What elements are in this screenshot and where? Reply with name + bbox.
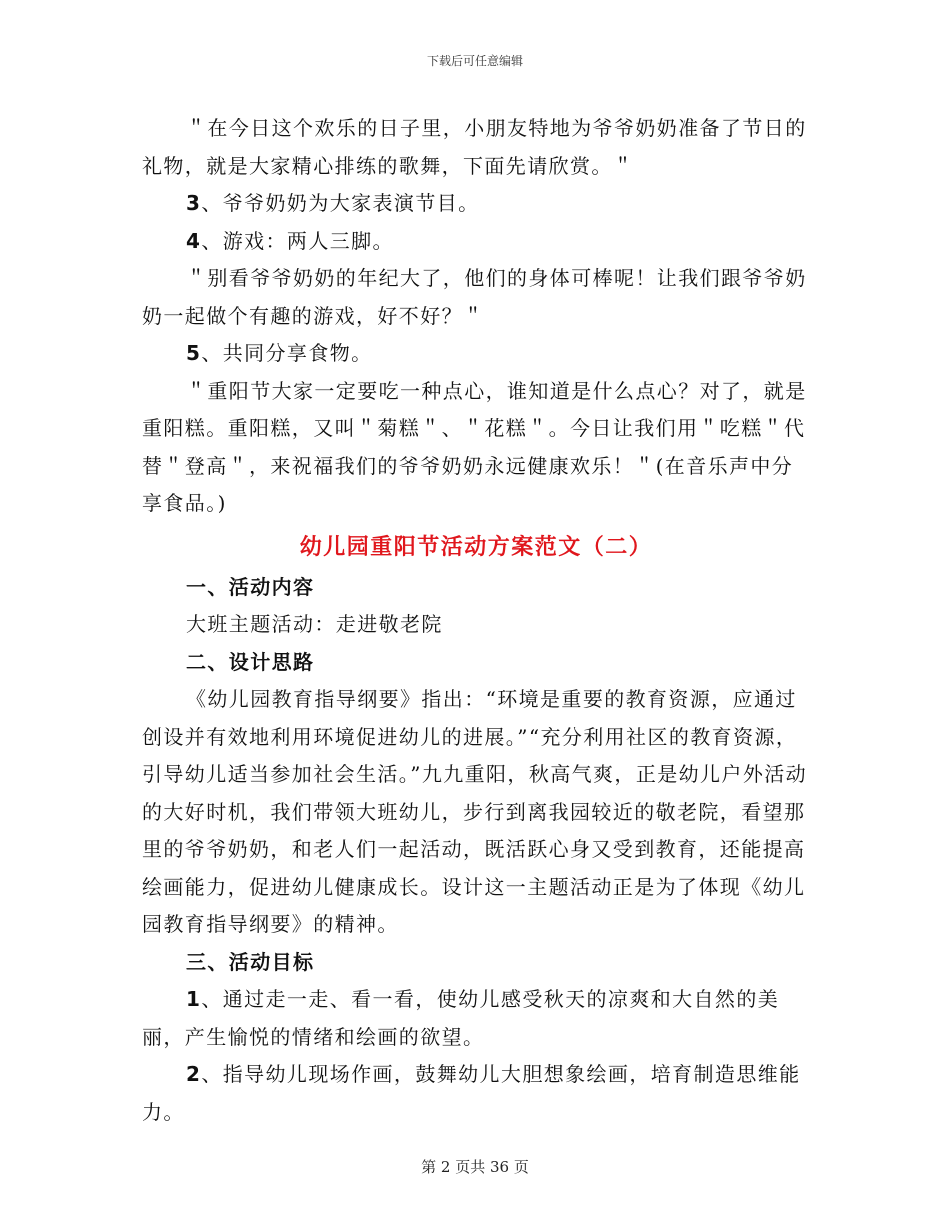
goal-item-1 (142, 981, 810, 1056)
list-number: 3 (186, 191, 202, 215)
document-body (142, 110, 810, 1131)
goal-item-2 (142, 1056, 810, 1131)
list-number: 1 (186, 987, 202, 1011)
section-heading-goals: 三、活动目标 (186, 949, 315, 974)
section-heading-design: 二、设计思路 (186, 649, 315, 674)
list-text: 、共同分享食物。 (201, 341, 373, 365)
list-item-3 (142, 185, 810, 223)
page-footer: 第 2 页共 36 页 (421, 1158, 529, 1176)
activity-content-text: 大班主题活动：走进敬老院 (186, 612, 443, 636)
list-item-5 (142, 335, 810, 373)
quote-paragraph-gift: ＂在今日这个欢乐的日子里，小朋友特地为爷爷奶奶准备了节日的礼物，就是大家精心排练的歌舞，下面先请欣赏。＂ (142, 116, 807, 178)
design-paragraph: 《幼儿园教育指导纲要》指出：“环境是重要的教育资源，应通过创设并有效地利用环境促进幼儿的进展。”“充分利用社区的教育资源，引导幼儿适当参加社会生活。”九九重阳，秋高气爽，正是幼儿户外活动的大好时机，我们带领大班幼儿，步行到离我园较近的敬老院，看望那里的爷爷奶奶，和老人们一起活动，既活跃心身又受到教育，还能提高绘画能力，促进幼儿健康成长。设计这一主题活动正是为了体现《幼儿园教育指导纲要》的精神。 (142, 687, 808, 936)
list-text: 、爷爷奶奶为大家表演节目。 (201, 191, 480, 215)
list-number: 2 (186, 1062, 202, 1086)
quote-paragraph-game: ＂别看爷爷奶奶的年纪大了，他们的身体可棒呢！让我们跟爷爷奶奶一起做个有趣的游戏，好不好？＂ (142, 266, 807, 328)
section-title: 幼儿园重阳节活动方案范文（二） (299, 533, 653, 560)
quote-paragraph-cake: ＂重阳节大家一定要吃一种点心，谁知道是什么点心？对了，就是重阳糕。重阳糕，又叫＂菊糕＂、＂花糕＂。今日让我们用＂吃糕＂代替＂登高＂，来祝福我们的爷爷奶奶永远健康欢乐！＂(在音乐声中分享食品。) (142, 378, 807, 515)
list-text: 、游戏：两人三脚。 (201, 228, 394, 253)
list-item-4 (142, 223, 810, 261)
list-number: 5 (186, 341, 202, 365)
list-number: 4 (186, 228, 202, 253)
section-heading-content: 一、活动内容 (186, 574, 315, 599)
list-text: 、指导幼儿现场作画，鼓舞幼儿大胆想象绘画，培育制造思维能力。 (142, 1062, 801, 1124)
page-header: 下载后可任意编辑 (426, 54, 523, 68)
list-text: 、通过走一走、看一看，使幼儿感受秋天的凉爽和大自然的美丽，产生愉悦的情绪和绘画的欲望。 (142, 987, 780, 1049)
